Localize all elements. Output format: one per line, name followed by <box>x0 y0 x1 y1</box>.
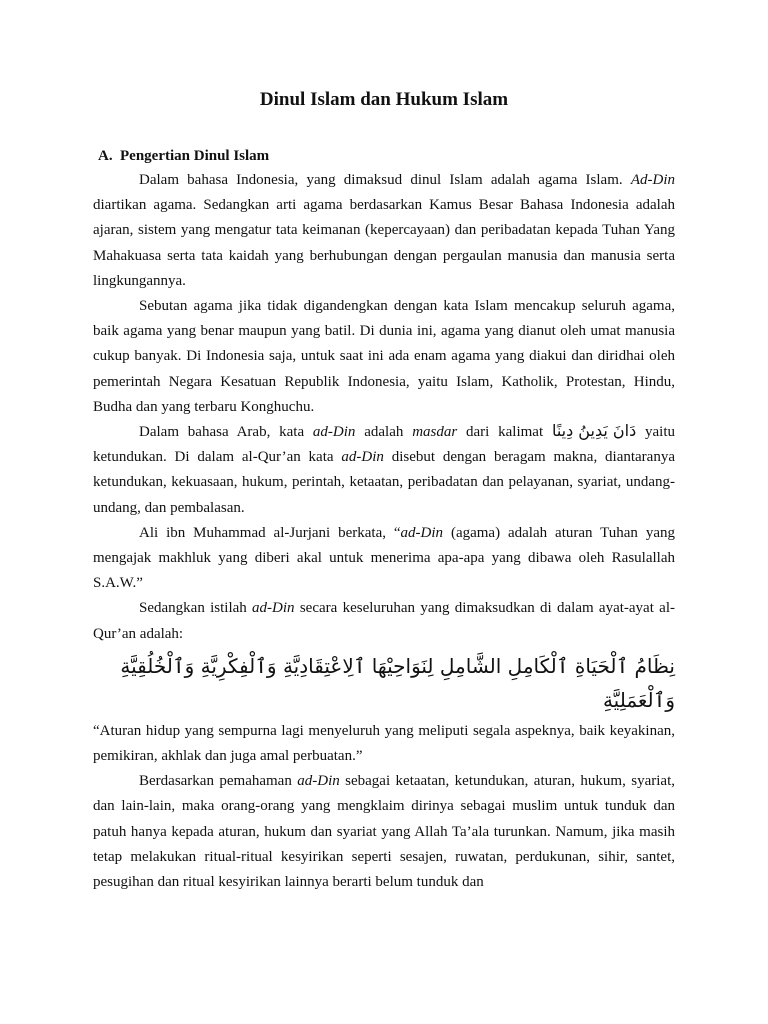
text-run: yaitu ketundukan. Di dalam al-Qur’an kata <box>93 424 676 466</box>
paragraph-4 <box>93 521 675 597</box>
paragraph-6-translation: “Aturan hidup yang sempurna lagi menyeluruh yang meliputi segala aspeknya, baik keyakinan, pemikiran, akhlak dan juga amal perbuatan.” <box>93 722 675 765</box>
paragraph-1 <box>93 168 675 294</box>
paragraph-3 <box>93 420 675 521</box>
section-title: Pengertian Dinul Islam <box>120 148 270 164</box>
text-run: secara keseluruhan yang dimaksudkan di dalam ayat-ayat al-Qur’an adalah: <box>93 600 675 642</box>
text-run: (agama) adalah aturan Tuhan yang mengajak makhluk yang diberi akal untuk menerima apa-apa yang dibawa oleh Rasulallah S.A.W.” <box>93 524 675 592</box>
italic-term: ad-Din <box>297 773 340 790</box>
text-run: adalah <box>355 424 413 441</box>
italic-term: ad-Din <box>312 424 356 441</box>
italic-term: ad-Din <box>341 449 384 466</box>
text-run: disebut dengan beragam makna, diantaranya ketundukan, kekuasaan, hukum, perintah, ketaatan, peribadatan dan pelayanan, syariat, undang-undang, dan pembalasan. <box>93 449 675 516</box>
text-run: Dalam bahasa Indonesia, yang dimaksud dinul Islam adalah agama Islam. <box>139 172 631 188</box>
paragraph-2: Sebutan agama jika tidak digandengkan dengan kata Islam mencakup seluruh agama, baik agama yang benar maupun yang batil. Di dunia ini, agama yang dianut oleh umat manusia cukup banyak. Di Indonesia saja, untuk saat ini ada enam agama yang diakui dan diridhai oleh pemerintah Negara Kesatuan Republik Indonesia, yaitu Islam, Katholik, Protestan, Hindu, Budha dan yang terbaru Konghuchu. <box>93 298 675 415</box>
text-run: Dalam bahasa Arab, kata <box>139 424 313 441</box>
paragraph-5 <box>93 596 675 646</box>
text-run: sebagai ketaatan, ketundukan, aturan, hukum, syariat, dan lain-lain, maka orang-orang yang mengklaim dirinya sebagai muslim untuk tunduk dan patuh hanya kepada aturan, hukum dan syariat yang Allah Ta’ala turunkan. Namum, jika masih tetap melakukan ritual-ritual kesyirikan seperti sesajen, ruwatan, perdukunan, sihir, santet, pesugihan dan ritual kesyirikan lainnya berarti belum tunduk dan <box>93 773 675 891</box>
italic-term: ad-Din <box>252 600 295 617</box>
arabic-quote <box>93 649 675 717</box>
arabic-quote-line-1: نِظَامُ ٱلْحَيَاةِ ٱلْكَامِلِ الشَّامِلِ لِنَوَاحِيْهَا ٱلِاعْتِقَادِيَّةِ وَٱلْفِكْرِيَّةِ وَٱلْخُلُقِيَّةِ <box>120 653 675 678</box>
paragraph-7 <box>93 769 675 895</box>
text-run: diartikan agama. Sedangkan arti agama berdasarkan Kamus Besar Bahasa Indonesia adalah ajaran, sistem yang mengatur tata keimanan (kepercayaan) dan peribadatan kepada Tuhan Yang Mahakuasa serta tata kaidah yang berhubungan dengan pergaulan manusia dan manusia serta lingkungannya. <box>93 197 675 289</box>
italic-term: ad-Din <box>400 524 444 541</box>
text-run: Sedangkan istilah <box>139 600 253 617</box>
text-run: dari kalimat <box>457 424 552 441</box>
italic-term: Ad-Din <box>630 172 675 188</box>
text-run: Berdasarkan pemahaman <box>139 773 298 790</box>
document-title: Dinul Islam dan Hukum Islam <box>259 89 509 110</box>
text-run: Ali ibn Muhammad al-Jurjani berkata, “ <box>139 524 401 541</box>
arabic-inline-phrase: دَانَ يَدِينُ دِينًا <box>551 421 637 441</box>
body-text <box>93 168 675 895</box>
arabic-quote-line-2: وَٱلْعَمَلِيَّةِ <box>602 687 675 712</box>
italic-term: masdar <box>412 424 458 441</box>
section-letter: A. <box>98 148 113 164</box>
section-heading <box>98 146 269 166</box>
